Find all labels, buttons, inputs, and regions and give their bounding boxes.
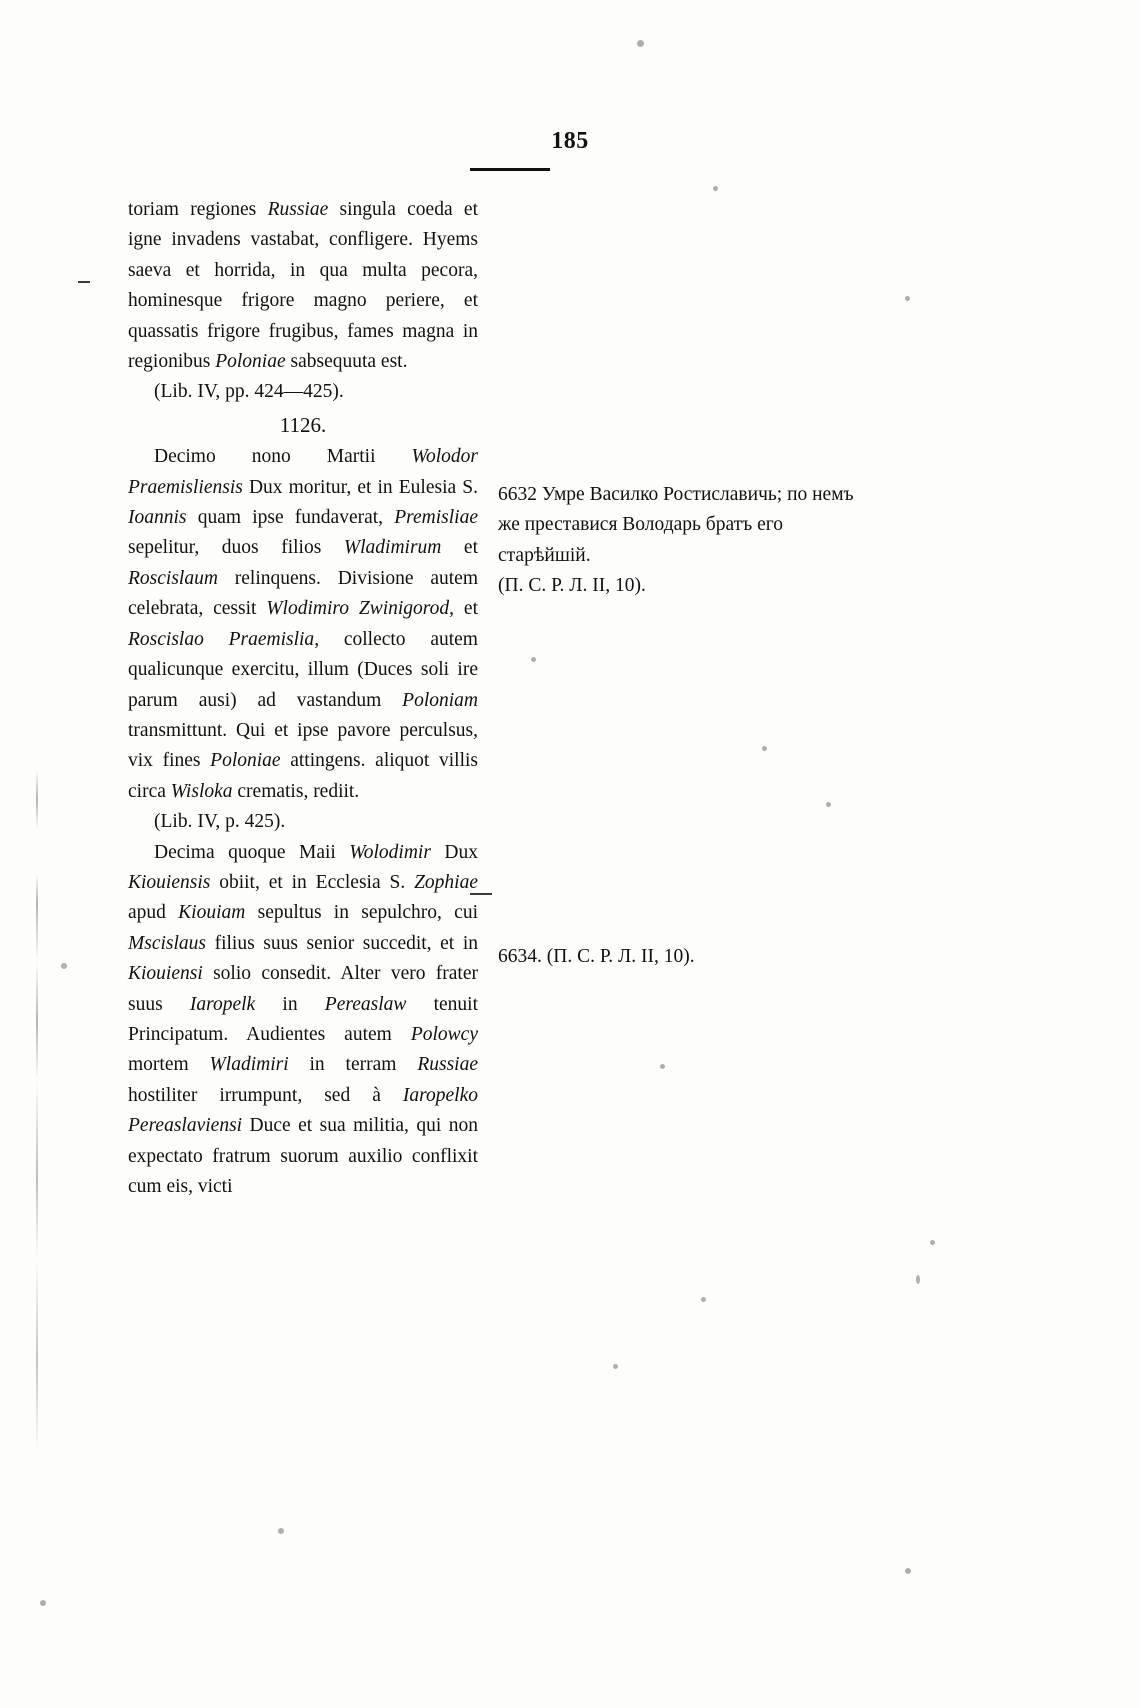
emphasis-run: Mscislaus xyxy=(128,932,206,954)
paragraph xyxy=(128,442,478,807)
scan-speck xyxy=(470,893,492,895)
emphasis-run: Zophiae xyxy=(414,871,478,893)
text-run: quam ipse fundaverat, xyxy=(186,507,395,529)
text-run: hostiliter irrumpunt, sed à xyxy=(128,1084,403,1106)
text-run: (П. С. Р. Л. II, 10). xyxy=(498,575,646,597)
emphasis-run: Wladimirum xyxy=(343,537,442,559)
text-run: mortem xyxy=(128,1054,210,1076)
paragraph xyxy=(128,838,478,1203)
citation xyxy=(128,377,478,407)
citation xyxy=(128,807,478,837)
emphasis-run: Ioannis xyxy=(128,507,187,529)
emphasis-run: Poloniae xyxy=(210,750,281,772)
text-run: et xyxy=(441,537,478,559)
text-run: sepultus in sepulchro, cui xyxy=(245,902,479,924)
paragraph xyxy=(128,195,478,377)
scan-speck xyxy=(40,1600,46,1606)
scan-speck xyxy=(905,296,910,301)
emphasis-run: Polowcy xyxy=(410,1023,478,1045)
emphasis-run: Pereaslaw xyxy=(324,993,407,1015)
emphasis-run: Iaropelk xyxy=(189,993,256,1015)
scan-speck xyxy=(701,1297,706,1302)
scan-speck xyxy=(660,1064,665,1069)
text-run: apud xyxy=(128,902,179,924)
scan-speck xyxy=(278,1528,284,1534)
text-run: crematis, rediit. xyxy=(232,780,360,802)
scan-speck xyxy=(916,1275,920,1284)
chronicle-citation xyxy=(498,942,858,972)
text-run: Decimo nono Martii xyxy=(154,446,412,468)
text-run: 6634. (П. С. Р. Л. II, 10). xyxy=(498,945,695,967)
text-run: , et xyxy=(449,598,478,620)
emphasis-run: Wolodimir xyxy=(349,841,431,863)
emphasis-run: Wlodimiro Zwinigorod xyxy=(266,598,450,620)
emphasis-run: Wolodor Praemisliensis xyxy=(128,446,478,498)
emphasis-run: Poloniam xyxy=(402,689,478,711)
text-run: attingens. aliquot villis circa xyxy=(128,750,478,802)
chronicle-entry xyxy=(498,480,858,571)
scan-speck xyxy=(613,1364,618,1369)
scan-speck xyxy=(905,1568,911,1574)
scan-speck xyxy=(762,746,767,751)
emphasis-run: Kiouiensi xyxy=(128,963,203,985)
emphasis-run: Kiouiensis xyxy=(128,871,211,893)
emphasis-run: Premisliae xyxy=(394,507,478,529)
text-run: , collecto autem qualicunque exercitu, illum (Duces soli ire parum ausi) ad vastandum xyxy=(128,628,478,711)
emphasis-run: Poloniae xyxy=(215,351,286,373)
chronicle-citation xyxy=(498,571,858,601)
text-run: obiit, et in Ecclesia S. xyxy=(210,871,415,893)
text-run: tenuit Principatum. Audientes autem xyxy=(128,993,478,1045)
emphasis-run: Iaropelko Pereaslaviensi xyxy=(128,1084,478,1137)
emphasis-run: Russiae xyxy=(267,199,329,220)
scan-edge-artifact xyxy=(36,770,38,1510)
emphasis-run: Wladimiri xyxy=(209,1054,289,1076)
emphasis-run: Roscislao Praemislia xyxy=(128,628,315,650)
text-run: relinquens. Divisione autem celebrata, cessit xyxy=(128,567,478,620)
right-text-column xyxy=(498,480,858,972)
scan-speck xyxy=(78,281,90,283)
left-text-column xyxy=(128,195,478,1202)
text-run: sepelitur, duos filios xyxy=(128,537,344,559)
text-run: Dux moritur, et in Eulesia S. xyxy=(242,476,478,498)
text-run: singula coeda et igne invadens vastabat, confligere. Hyems saeva et horrida, in qua multa pecora, hominesque frigore magno periere, et quassatis frigore frugibus, fames magna in regionibus xyxy=(128,199,478,373)
emphasis-run: Wisloka xyxy=(170,780,233,802)
text-run: transmittunt. Qui et ipse pavore perculsus, vix fines xyxy=(128,719,478,772)
scan-speck xyxy=(637,40,644,47)
year-heading xyxy=(128,410,478,440)
scan-speck xyxy=(531,657,536,662)
scan-speck xyxy=(713,186,718,191)
page-number-rule xyxy=(470,168,550,171)
text-run: 6632 Умре Василко Ростиславичь; по немъ же преставися Володарь братъ его старѣйшій. xyxy=(498,484,854,566)
page-number: 185 xyxy=(551,128,589,154)
text-run: in terram xyxy=(288,1054,418,1076)
text-run: toriam regiones xyxy=(128,199,268,220)
scan-speck xyxy=(826,802,831,807)
emphasis-run: Russiae xyxy=(417,1054,478,1076)
emphasis-run: Kiouiam xyxy=(178,902,246,924)
text-run: filius suus senior succedit, et in xyxy=(206,932,478,954)
scan-speck xyxy=(61,963,67,969)
text-run: in xyxy=(255,993,325,1015)
text-run: 1126. xyxy=(279,412,327,437)
text-run: Dux xyxy=(430,841,478,863)
text-run: Duce et sua militia, qui non expectato fratrum suorum auxilio conflixit cum eis, victi xyxy=(128,1115,478,1197)
text-run: (Lib. IV, pp. 424—425). xyxy=(154,381,344,403)
emphasis-run: Roscislaum xyxy=(128,567,218,589)
text-run: (Lib. IV, p. 425). xyxy=(154,811,286,833)
scan-speck xyxy=(930,1240,935,1245)
text-run: Decima quoque Maii xyxy=(154,841,350,863)
text-run: solio consedit. Alter vero frater suus xyxy=(128,963,478,1015)
text-run: sabsequuta est. xyxy=(285,351,408,373)
